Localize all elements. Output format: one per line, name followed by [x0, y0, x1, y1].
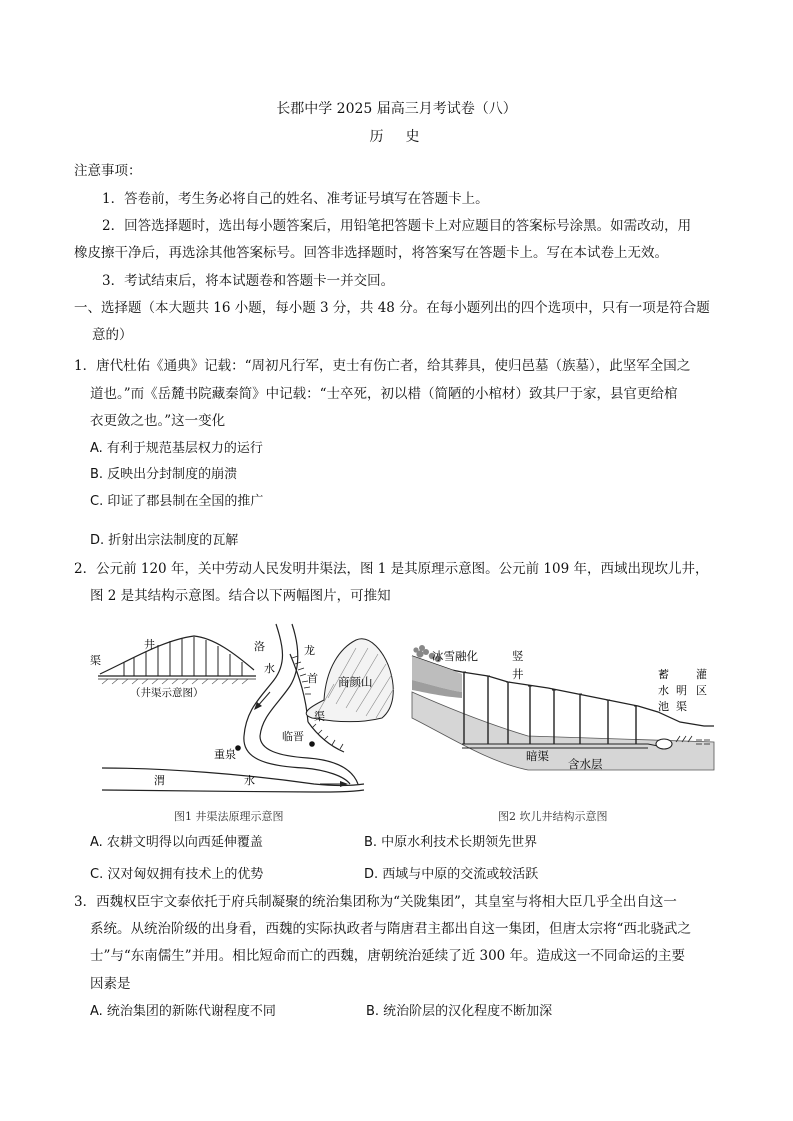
q3-line-3: 士”与“东南儒生”并用。相比短命而亡的西魏，唐朝统治延续了近 300 年。造成这一不同命运的主要	[90, 948, 686, 964]
q1-option-b: B. 反映出分封制度的崩溃	[90, 467, 238, 482]
q2-option-a: A. 农耕文明得以向西延伸覆盖	[90, 835, 263, 850]
section-title-cont: 意的）	[92, 327, 133, 343]
fig1-label-linjin: 临晋	[282, 730, 304, 743]
q1-line-1: 1．唐代杜佑《通典》记载：“周初凡行军，吏士有伤亡者，给其葬具，使归邑墓（族墓），此坚军全国之	[74, 358, 691, 374]
fig1-label-canal: 渠	[90, 654, 101, 667]
notice-item-2-cont: 橡皮擦干净后，再选涂其他答案标号。回答非选择题时，将答案写在答题卡上。写在本试卷上无效。	[74, 245, 668, 261]
q3-option-b: B. 统治阶层的汉化程度不断加深	[366, 1004, 553, 1019]
subject-title: 历 史	[369, 129, 424, 145]
fig1-label-wei: 渭	[154, 774, 165, 787]
well-canal-inset	[90, 636, 256, 699]
fig2-label-mingqu-2: 渠	[676, 700, 687, 713]
fig1-label-shangyan: 商颜山	[338, 675, 373, 689]
notice-item-1: 1．答卷前，考生务必将自己的姓名、准考证号填写在答题卡上。	[102, 191, 489, 207]
q1-option-d: D. 折射出宗法制度的瓦解	[90, 533, 239, 548]
fig2-label-anqu: 暗渠	[526, 749, 549, 763]
q3-line-4: 因素是	[90, 976, 131, 992]
q3-line-1: 3．西魏权臣宇文泰依托于府兵制凝聚的统治集团称为“关陇集团”，其皇室与将相大臣几乎全出自这一	[74, 894, 677, 910]
fig2-label-snow: 冰雪融化	[432, 649, 478, 663]
notice-item-2: 2．回答选择题时，选出每小题答案后，用铅笔把答题卡上对应题目的答案标号涂黑。如需改动，用	[102, 218, 692, 234]
fig1-label-long: 龙	[304, 644, 315, 657]
fig1-label-water1: 水	[264, 662, 275, 675]
exam-title: 长郡中学 2025 届高三月考试卷（八）	[276, 101, 517, 117]
fig1-label-shou: 首	[307, 672, 318, 685]
q3-option-a: A. 统治集团的新陈代谢程度不同	[90, 1004, 276, 1019]
fig2-label-pool-1: 蓄	[658, 668, 669, 681]
q1-option-a: A. 有利于规范基层权力的运行	[90, 441, 263, 456]
q2-line-2: 图 2 是其结构示意图。结合以下两幅图片，可推知	[90, 588, 391, 604]
fig2-label-guanqu-1: 灌	[696, 668, 707, 681]
figure-2-karez	[408, 632, 720, 828]
q2-option-b: B. 中原水利技术长期领先世界	[364, 835, 538, 850]
fig2-label-mingqu-1: 明	[676, 684, 687, 697]
q2-line-1: 2．公元前 120 年，关中劳动人民发明井渠法，图 1 是其原理示意图。公元前 109 年，西域出现坎儿井，	[74, 561, 709, 577]
fig1-label-chongquan: 重泉	[214, 748, 236, 761]
q1-line-3: 衣更敛之也。”这一变化	[90, 413, 226, 429]
q1-line-2: 道也。”而《岳麓书院藏秦简》中记载：“士卒死，初以棤（简陋的小棺材）致其尸于家，县官更给棺	[90, 386, 678, 402]
fig2-caption: 图2 坎儿井结构示意图	[498, 810, 608, 823]
q2-option-d: D. 西域与中原的交流或较活跃	[364, 867, 539, 882]
fig1-inset-caption: （井渠示意图）	[130, 687, 204, 699]
fig1-label-well: 井	[144, 638, 155, 651]
fig1-caption: 图1 井渠法原理示意图	[174, 810, 284, 823]
fig2-label-guanqu-2: 区	[696, 684, 707, 697]
q2-option-c: C. 汉对匈奴拥有技术上的优势	[90, 867, 264, 882]
notice-heading: 注意事项：	[74, 163, 142, 179]
fig2-label-pool-3: 池	[658, 700, 669, 713]
section-title: 一、选择题（本大题共 16 小题，每小题 3 分，共 48 分。在每小题列出的四个选项中，只有一项是符合题	[74, 300, 710, 316]
fig1-label-luo: 洛	[254, 640, 265, 653]
notice-item-3: 3．考试结束后，将本试题卷和答题卡一并交回。	[102, 273, 395, 289]
fig1-label-canal2: 渠	[314, 710, 325, 723]
q1-option-c: C. 印证了郡县制在全国的推广	[90, 494, 264, 509]
fig2-label-aquifer: 含水层	[568, 757, 603, 771]
fig2-label-shu: 竖	[512, 649, 524, 663]
figure-1-well-canal	[90, 618, 404, 828]
fig2-label-jing: 井	[512, 667, 524, 681]
fig1-label-water2: 水	[244, 774, 255, 787]
fig2-label-pool-2: 水	[658, 684, 669, 697]
q3-line-2: 系统。从统治阶级的出身看，西魏的实际执政者与隋唐君主都出自这一集团，但唐太宗将“西北骁武之	[90, 921, 691, 937]
